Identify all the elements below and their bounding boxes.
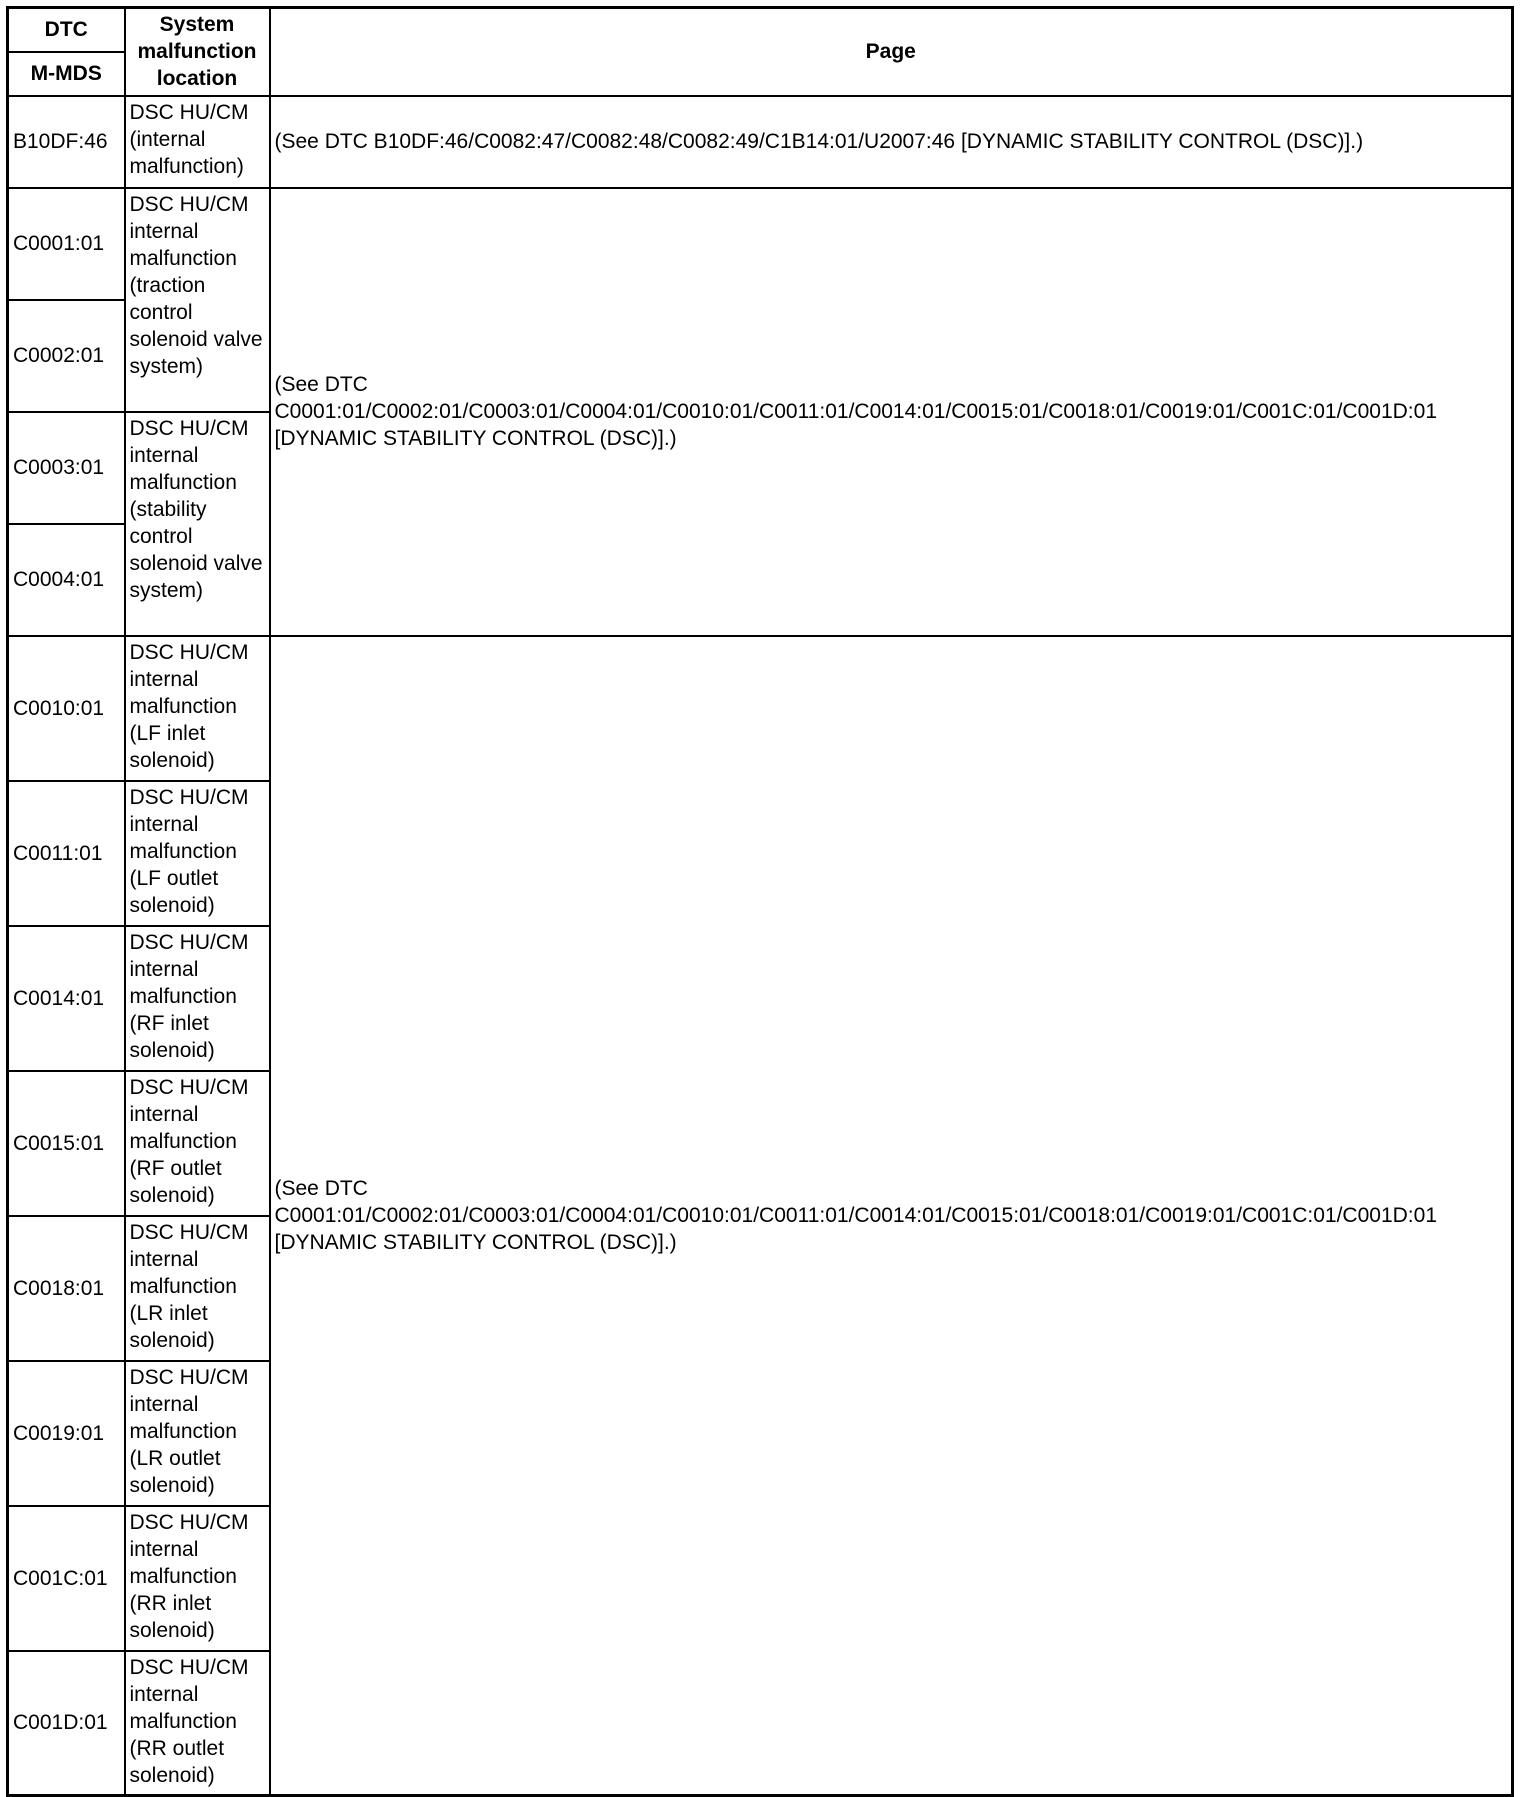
header-mmds: M-MDS	[8, 52, 125, 96]
dtc-code: C001D:01	[8, 1651, 125, 1796]
location-cell: DSC HU/CM internal malfunction (RF inlet solenoid)	[125, 926, 270, 1071]
dtc-code: C0002:01	[8, 300, 125, 412]
header-dtc: DTC	[8, 8, 125, 52]
dtc-code: C0014:01	[8, 926, 125, 1071]
dtc-code: C0018:01	[8, 1216, 125, 1361]
dtc-code: C0011:01	[8, 781, 125, 926]
location-cell: DSC HU/CM internal malfunction (LR inlet solenoid)	[125, 1216, 270, 1361]
dtc-code: C0019:01	[8, 1361, 125, 1506]
location-cell: DSC HU/CM internal malfunction (stability control solenoid valve system)	[125, 412, 270, 636]
location-cell: DSC HU/CM internal malfunction (LF outlet solenoid)	[125, 781, 270, 926]
header-row	[8, 8, 1513, 52]
page-reference: (See DTC B10DF:46/C0082:47/C0082:48/C0082:49/C1B14:01/U2007:46 [DYNAMIC STABILITY CONTROL (DSC)].)	[270, 96, 1513, 188]
dtc-table	[6, 6, 1514, 1797]
dtc-code: B10DF:46	[8, 96, 125, 188]
location-cell: DSC HU/CM internal malfunction (RR inlet solenoid)	[125, 1506, 270, 1651]
table-row	[8, 188, 1513, 300]
location-cell: DSC HU/CM internal malfunction (traction control solenoid valve system)	[125, 188, 270, 412]
page-reference: (See DTC C0001:01/C0002:01/C0003:01/C0004:01/C0010:01/C0011:01/C0014:01/C0015:01/C0018:01/C0019:01/C001C:01/C001D:01 [DYNAMIC STABILITY CONTROL (DSC)].)	[270, 636, 1513, 1796]
table-row	[8, 636, 1513, 781]
header-page: Page	[270, 8, 1513, 96]
dtc-code: C001C:01	[8, 1506, 125, 1651]
location-cell: DSC HU/CM internal malfunction (LR outlet solenoid)	[125, 1361, 270, 1506]
page-reference: (See DTC C0001:01/C0002:01/C0003:01/C0004:01/C0010:01/C0011:01/C0014:01/C0015:01/C0018:01/C0019:01/C001C:01/C001D:01 [DYNAMIC STABILITY CONTROL (DSC)].)	[270, 188, 1513, 636]
dtc-code: C0015:01	[8, 1071, 125, 1216]
location-cell: DSC HU/CM internal malfunction (RF outlet solenoid)	[125, 1071, 270, 1216]
location-cell: DSC HU/CM internal malfunction (LF inlet solenoid)	[125, 636, 270, 781]
dtc-code: C0004:01	[8, 524, 125, 636]
dtc-code: C0003:01	[8, 412, 125, 524]
table-row	[8, 96, 1513, 188]
location-cell: DSC HU/CM internal malfunction (RR outlet solenoid)	[125, 1651, 270, 1796]
dtc-code: C0010:01	[8, 636, 125, 781]
location-cell: DSC HU/CM (internal malfunction)	[125, 96, 270, 188]
dtc-code: C0001:01	[8, 188, 125, 300]
header-location: System malfunction location	[125, 8, 270, 96]
